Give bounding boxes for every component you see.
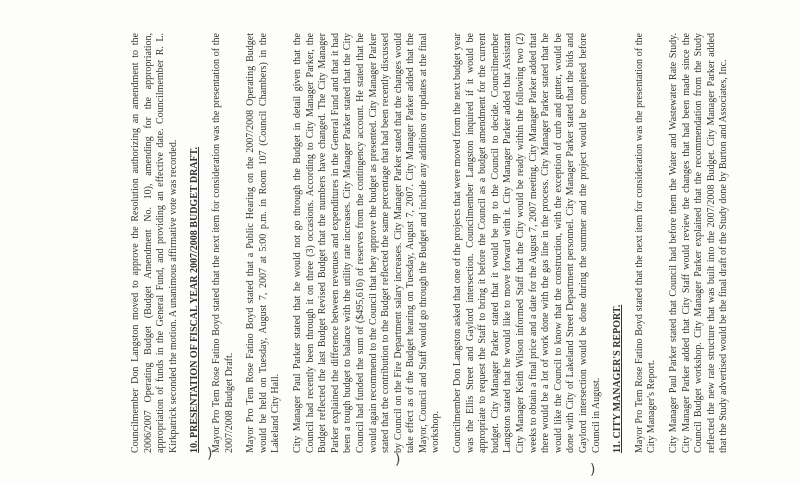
paragraph-langston-intersection: Councilmember Don Langston asked that one of the projects that were moved from the next budget year was the Ellis Street and Gaylord intersection. Councilmember Langston inquired if it would be appropriate to request the Staff to bring it before the Council as a budget amendment for the current budget. City Manager Parker stated that it would be up to the Council to decide. Councilmember Langston stated that he would like to move forward with it. City Manager Parker added that Assistant City Manager Keith Wilson informed Staff that the City would be ready within the following two (2) weeks to obtain a final price and a date for the August 7, 2007 meeting. City Manager Parker added that there would be a lot of work done with the gas line in the process. City Manager Parker stated that he would like the Council to know that the construction, with the exception of curb and gutter, would be done with City of Lakeland Street Department personnel. City Manager Parker stated that the bids and Gaylord intersection would be done during the summer and the project would be completed before Council in August. [452, 33, 602, 453]
heading-item-10: 10. PRESENTATION OF FISCAL YEAR 2007/2008 BUDGET DRAFT. [189, 146, 201, 453]
paragraph-city-manager-budget: City Manager Paul Parker stated that he would not go through the Budget in detail given that the Council had recently been through it on three (3) occasions. According to City Manager Parker, the Budget reflected the last Budget Revised Budget that the numbers have changed. The City Manager Parker explained the difference between revenues and expenditures in the General Fund and that it had been a tough budget to balance with the utility rate increases. City Manager Parker stated that the City Council had funded the sum of ($495,616) of reserves from the contingency account. He stated that he would again recommend to the Council that they approve the budget as presented. City Manager Parker stated that the contribution to the Budget reflected the same percentage that had been recently discussed by Council on the Fire Department salary increases. City Manager Parker stated that the changes would take effect as of the Budget hearing on Tuesday, August 7, 2007. City Manager Parker added that the Mayor, Council and Staff would go through the Budget and include any additions or updates at the final workshop. [291, 33, 442, 453]
binding-hole-mark-left: ) [207, 446, 213, 462]
paragraph-city-manager-report: Mayor Pro Tem Rose Fatino Boyd stated that the next item for consideration was the presentation of the City Manager's Report. [633, 33, 658, 453]
paragraph-presentation: Mayor Pro Tem Rose Fatino Boyd stated that the next item for consideration was the presentation of the 2007/2008 Budget Draft. [210, 33, 235, 453]
binding-hole-mark-right: ) [590, 462, 596, 478]
heading-item-11: 11. CITY MANAGER'S REPORT. [612, 304, 624, 453]
paragraph-rate-study: City Manager Paul Parker stated that Council had before them the Water and Wastewater Rate Study. City Manager Parker added that City Staff would review the changes that had been made since the Council Budget workshop. City Manager Parker explained that the recommendation from the Study reflected the new rate structure that was built into the 2007/2008 Budget. City Manager Parker added that the Study advertised would be the final draft of the Study done by Burton and Associates, Inc. [667, 33, 730, 453]
paragraph-public-hearing: Mayor Pro Tem Rose Fatino Boyd stated that a Public Hearing on the 2007/2008 Operating Budget would be held on Tuesday, August 7, 2007 at 5:00 p.m. in Room 107 (Council Chambers) in the Lakeland City Hall. [245, 33, 282, 453]
binding-hole-mark-center: ) [395, 452, 401, 468]
rotated-document-text [130, 33, 730, 453]
paragraph-motion: Councilmember Don Langston moved to approve the Resolution authorizing an amendment to the 2006/2007 Operating Budget (Budget Amendment No. 10), amending for the appropriation, appropriation of funds in the General Fund, and providing an effective date. Councilmember R. L. Kirkpatrick seconded the motion. A unanimous affirmative vote was recorded. [130, 33, 179, 453]
